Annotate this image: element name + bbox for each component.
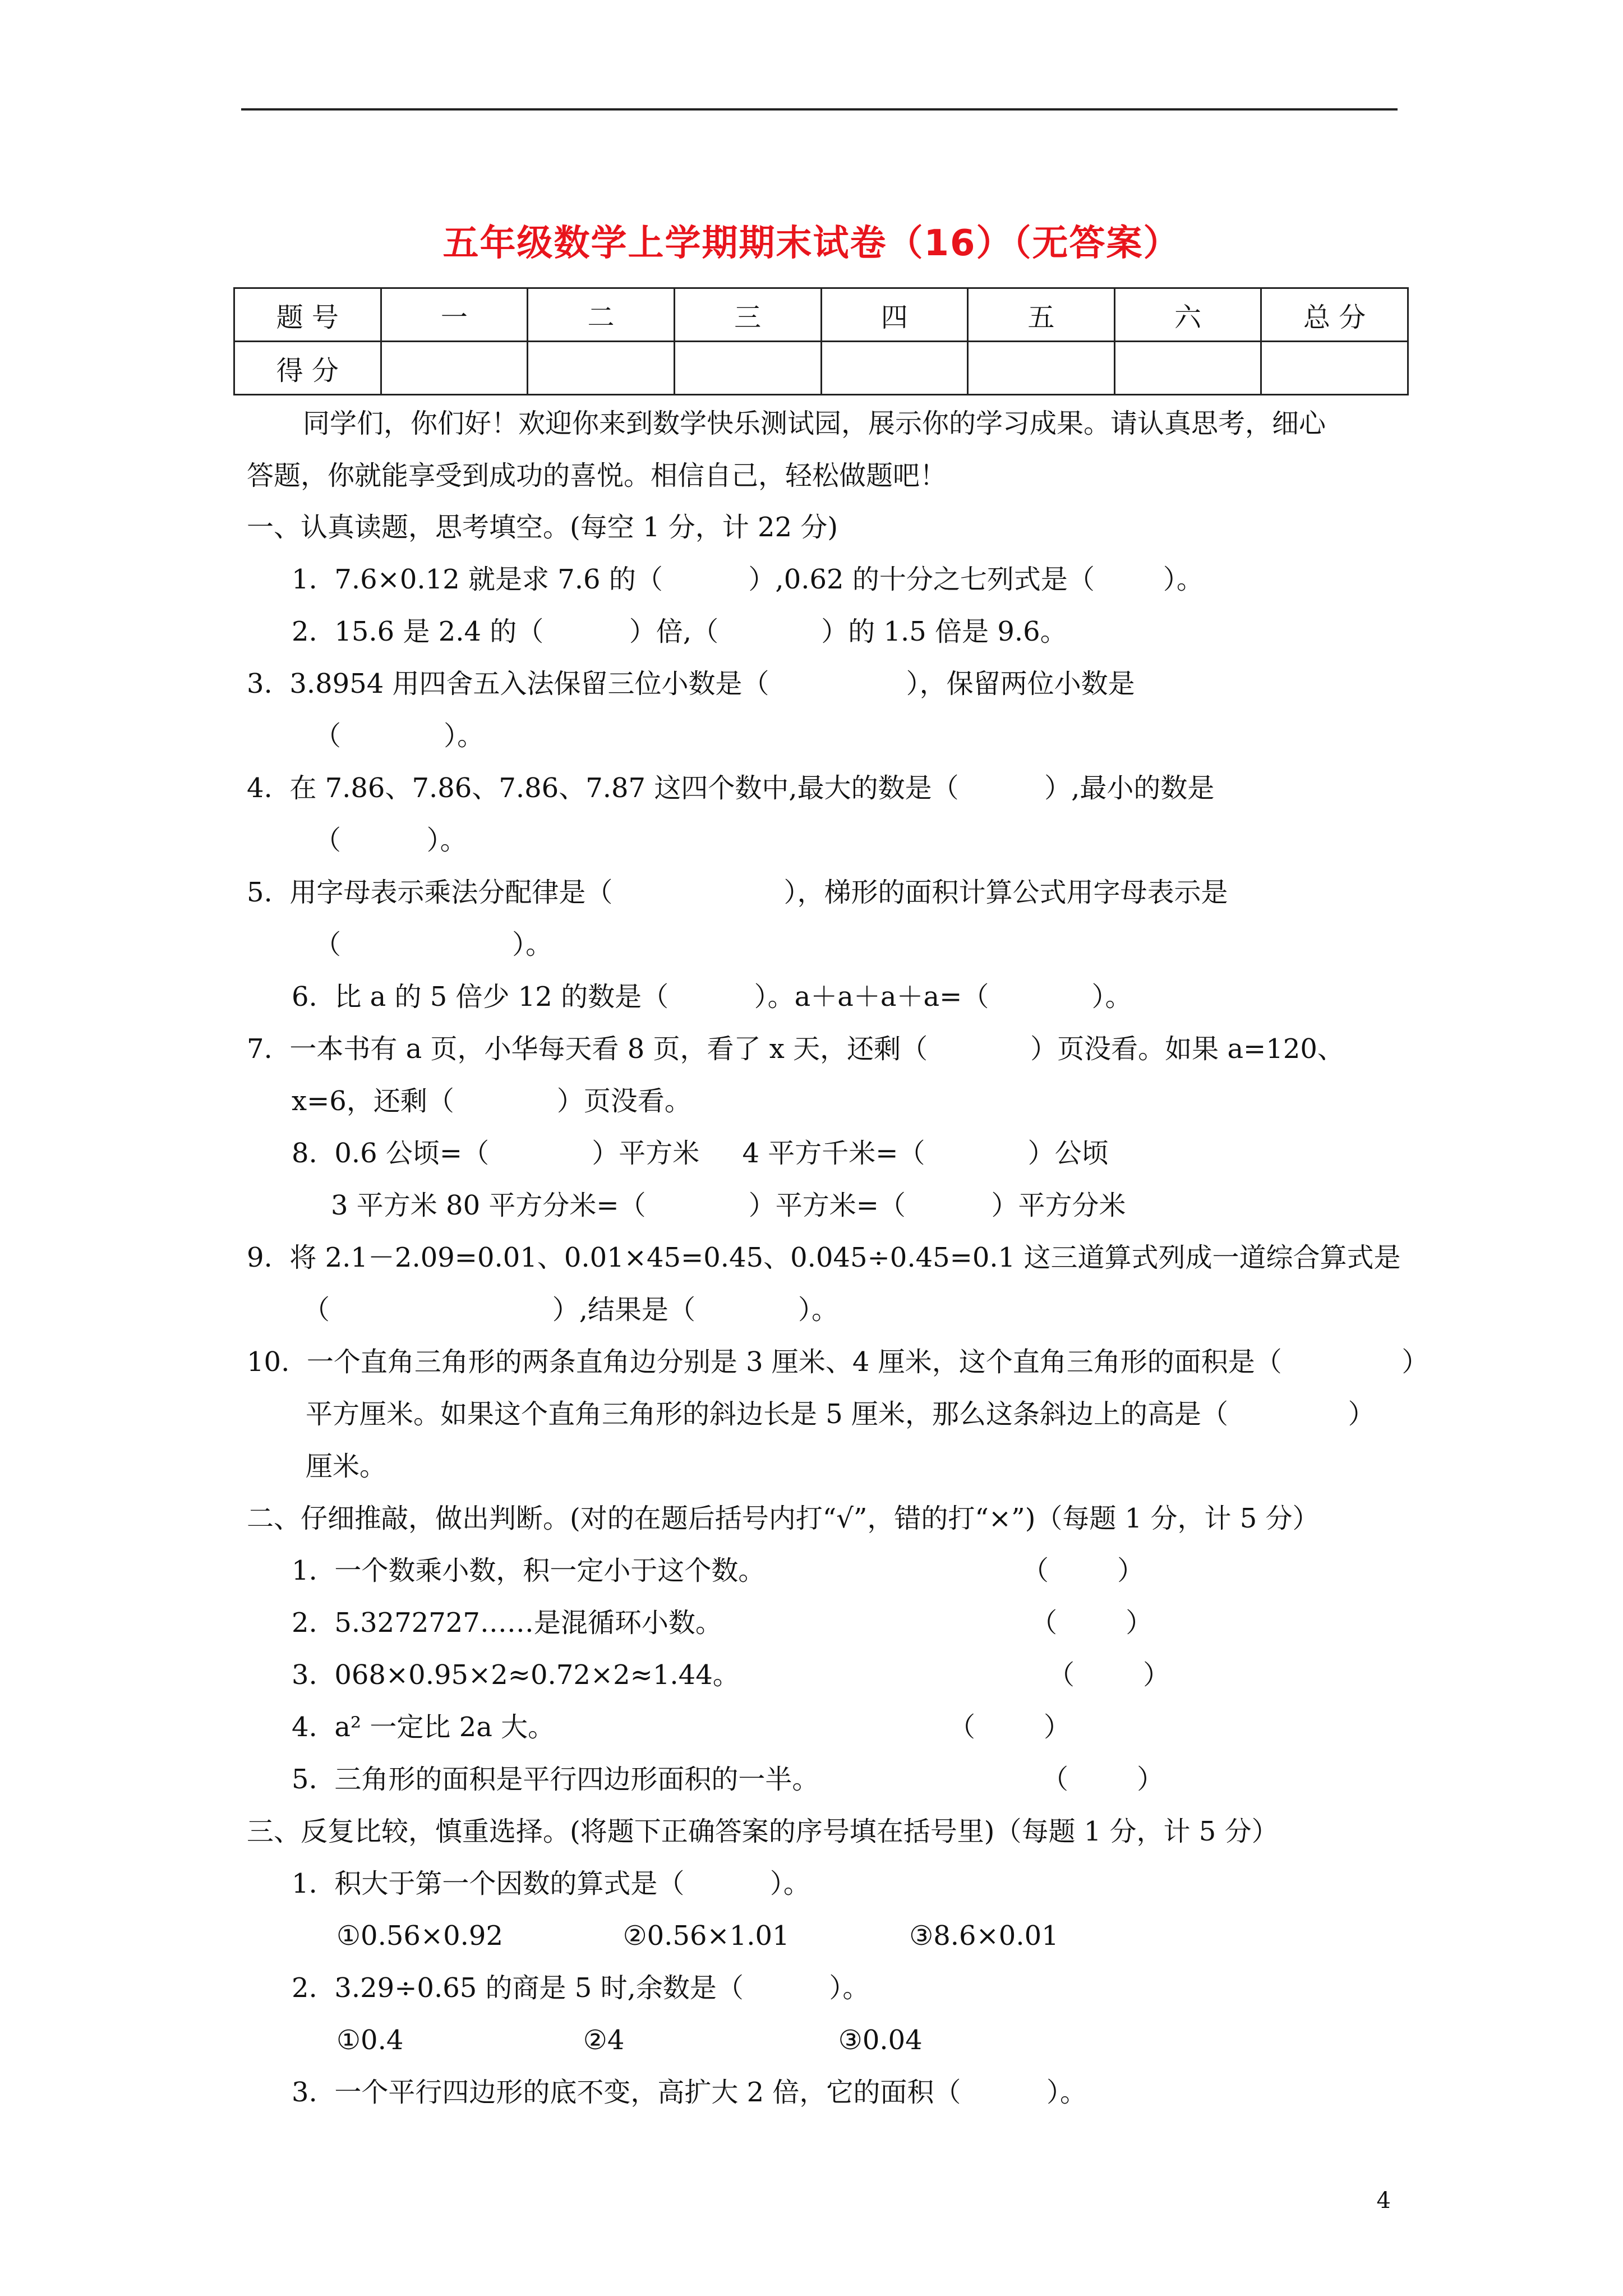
score-table-score-row bbox=[234, 342, 1408, 395]
section-heading: 一、认真读题，思考填空。(每空 1 分，计 22 分) bbox=[247, 512, 838, 543]
question-line: （ ）,结果是（ ）。 bbox=[303, 1294, 839, 1326]
page-number: 4 bbox=[1376, 2188, 1391, 2214]
header-rule bbox=[241, 108, 1398, 111]
score-cell: 五 bbox=[968, 288, 1115, 342]
section-heading: 三、反复比较，慎重选择。(将题下正确答案的序号填在括号里)（每题 1 分，计 5 分） bbox=[247, 1816, 1279, 1847]
question-line: 3. 一个平行四边形的底不变，高扩大 2 倍，它的面积（ ）。 bbox=[292, 2077, 1087, 2108]
question-line: 3 平方米 80 平方分米=（ ）平方米=（ ）平方分米 bbox=[331, 1190, 1126, 1221]
question-line: 9. 将 2.1－2.09=0.01、0.01×45=0.45、0.045÷0.45=0.1 这三道算式列成一道综合算式是 bbox=[247, 1242, 1401, 1273]
question-line: 4. 在 7.86、7.86、7.86、7.87 这四个数中,最大的数是（ ）,最小的数是 bbox=[247, 772, 1215, 804]
question-line: 1. 积大于第一个因数的算式是（ ）。 bbox=[292, 1868, 810, 1899]
question-line: （ ）。 bbox=[314, 720, 485, 752]
score-cell: 总 分 bbox=[1261, 288, 1408, 342]
question-line: 2. 5.3272727……是混循环小数。 （ ） bbox=[292, 1607, 1153, 1639]
question-line: 1. 一个数乘小数，积一定小于这个数。 （ ） bbox=[292, 1555, 1145, 1586]
question-line: 5. 三角形的面积是平行四边形面积的一半。 （ ） bbox=[292, 1764, 1164, 1795]
score-entry-cell[interactable] bbox=[968, 342, 1115, 395]
option-line: ①0.4 ②4 ③0.04 bbox=[336, 2024, 923, 2056]
score-cell: 得 分 bbox=[234, 342, 381, 395]
score-table-header-row bbox=[234, 288, 1408, 342]
question-line: 8. 0.6 公顷=（ ）平方米 4 平方千米=（ ）公顷 bbox=[292, 1138, 1109, 1169]
question-line: 厘米。 bbox=[306, 1451, 387, 1482]
intro-line: 同学们，你们好！欢迎你来到数学快乐测试园，展示你的学习成果。请认真思考，细心 bbox=[303, 408, 1326, 439]
question-line: 6. 比 a 的 5 倍少 12 的数是（ ）。a＋a＋a＋a=（ ）。 bbox=[292, 981, 1132, 1013]
question-line: x=6，还剩（ ）页没看。 bbox=[292, 1085, 691, 1117]
score-cell: 三 bbox=[674, 288, 821, 342]
score-entry-cell[interactable] bbox=[674, 342, 821, 395]
score-cell: 四 bbox=[821, 288, 968, 342]
question-line: 1. 7.6×0.12 就是求 7.6 的（ ）,0.62 的十分之七列式是（ ）。 bbox=[292, 564, 1204, 595]
score-entry-cell[interactable] bbox=[821, 342, 968, 395]
score-entry-cell[interactable] bbox=[1114, 342, 1261, 395]
intro-line: 答题，你就能享受到成功的喜悦。相信自己，轻松做题吧！ bbox=[247, 460, 947, 491]
question-line: 2. 3.29÷0.65 的商是 5 时,余数是（ ）。 bbox=[292, 1972, 870, 2004]
score-cell: 六 bbox=[1114, 288, 1261, 342]
section-heading: 二、仔细推敲，做出判断。(对的在题后括号内打“√”，错的打“×”)（每题 1 分，计 5 分） bbox=[247, 1503, 1320, 1534]
score-cell: 一 bbox=[381, 288, 528, 342]
question-line: 3. 3.8954 用四舍五入法保留三位小数是（ ），保留两位小数是 bbox=[247, 668, 1135, 700]
score-entry-cell[interactable] bbox=[528, 342, 675, 395]
question-line: 7. 一本书有 a 页，小华每天看 8 页，看了 x 天，还剩（ ）页没看。如果 a=120、 bbox=[247, 1033, 1344, 1065]
score-cell: 二 bbox=[528, 288, 675, 342]
page-title: 五年级数学上学期期末试卷（16）（无答案） bbox=[442, 223, 1181, 264]
question-line: 3. 068×0.95×2≈0.72×2≈1.44。 （ ） bbox=[292, 1659, 1170, 1691]
option-line: ①0.56×0.92 ②0.56×1.01 ③8.6×0.01 bbox=[336, 1920, 1059, 1952]
question-line: 10. 一个直角三角形的两条直角边分别是 3 厘米、4 厘米，这个直角三角形的面积是（ ） bbox=[247, 1346, 1429, 1378]
question-line: 4. a² 一定比 2a 大。 （ ） bbox=[292, 1711, 1071, 1743]
question-line: 平方厘米。如果这个直角三角形的斜边长是 5 厘米，那么这条斜边上的高是（ ） bbox=[306, 1398, 1375, 1430]
question-line: 5. 用字母表示乘法分配律是（ ），梯形的面积计算公式用字母表示是 bbox=[247, 877, 1228, 908]
score-table bbox=[233, 287, 1409, 395]
question-line: （ ）。 bbox=[314, 929, 553, 960]
question-line: （ ）。 bbox=[314, 825, 467, 856]
score-entry-cell[interactable] bbox=[381, 342, 528, 395]
score-cell: 题 号 bbox=[234, 288, 381, 342]
question-line: 2. 15.6 是 2.4 的（ ）倍,（ ）的 1.5 倍是 9.6。 bbox=[292, 616, 1067, 647]
score-entry-cell[interactable] bbox=[1261, 342, 1408, 395]
